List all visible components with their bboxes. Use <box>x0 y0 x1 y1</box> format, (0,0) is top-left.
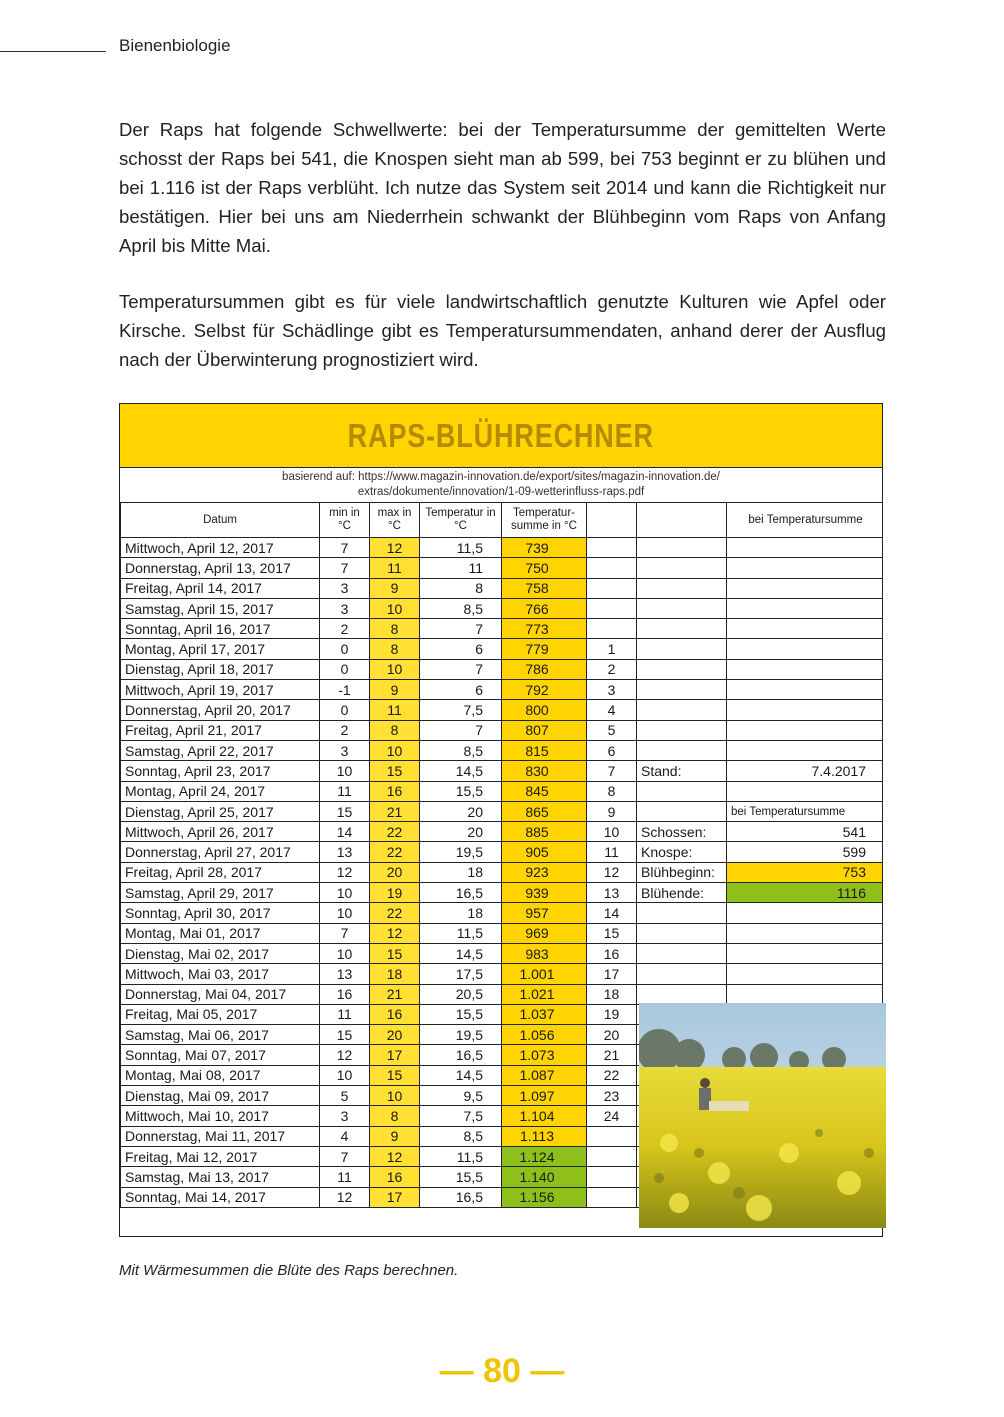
date-cell: Dienstag, Mai 09, 2017 <box>121 1086 320 1106</box>
max-cell: 10 <box>370 740 420 760</box>
stage-label-cell <box>637 943 727 963</box>
sum-cell: 983 <box>502 943 587 963</box>
min-cell: 12 <box>320 1187 370 1207</box>
day-count-cell: 9 <box>587 801 637 821</box>
avg-cell: 14,5 <box>420 1065 502 1085</box>
min-cell: 7 <box>320 558 370 578</box>
sum-cell: 1.113 <box>502 1126 587 1146</box>
source-note <box>120 468 882 502</box>
max-cell: 16 <box>370 1004 420 1024</box>
date-cell: Freitag, Mai 05, 2017 <box>121 1004 320 1024</box>
sum-cell: 905 <box>502 842 587 862</box>
sum-cell: 1.156 <box>502 1187 587 1207</box>
sum-cell: 779 <box>502 639 587 659</box>
sum-cell: 1.037 <box>502 1004 587 1024</box>
table-row <box>121 781 884 801</box>
stage-label-cell <box>637 598 727 618</box>
avg-cell: 16,5 <box>420 1045 502 1065</box>
stage-value-cell: 1116 <box>727 883 884 903</box>
max-cell: 16 <box>370 781 420 801</box>
stage-label-cell <box>637 740 727 760</box>
max-cell: 8 <box>370 720 420 740</box>
calculator-banner <box>120 404 882 468</box>
min-cell: 0 <box>320 639 370 659</box>
stage-label-cell: Blühende: <box>637 883 727 903</box>
sum-cell: 807 <box>502 720 587 740</box>
day-count-cell: 6 <box>587 740 637 760</box>
max-cell: 21 <box>370 984 420 1004</box>
max-cell: 12 <box>370 923 420 943</box>
calculator-title: RAPS-BLÜHRECHNER <box>347 416 655 454</box>
avg-cell: 19,5 <box>420 842 502 862</box>
day-count-cell: 17 <box>587 964 637 984</box>
date-cell: Mittwoch, April 12, 2017 <box>121 538 320 558</box>
day-count-cell <box>587 1187 637 1207</box>
date-cell: Freitag, April 21, 2017 <box>121 720 320 740</box>
table-row <box>121 720 884 740</box>
min-cell: 10 <box>320 943 370 963</box>
date-cell: Sonntag, April 23, 2017 <box>121 761 320 781</box>
avg-cell: 8,5 <box>420 598 502 618</box>
table-row <box>121 801 884 821</box>
date-cell: Samstag, April 15, 2017 <box>121 598 320 618</box>
stage-label-cell <box>637 923 727 943</box>
stage-value-cell <box>727 659 884 679</box>
min-cell: -1 <box>320 680 370 700</box>
stage-label-cell <box>637 801 727 821</box>
min-cell: 15 <box>320 1025 370 1045</box>
stage-value-cell: 753 <box>727 862 884 882</box>
sum-cell: 1.124 <box>502 1146 587 1166</box>
sum-cell: 885 <box>502 822 587 842</box>
date-cell: Montag, Mai 08, 2017 <box>121 1065 320 1085</box>
day-count-cell <box>587 619 637 639</box>
avg-cell: 20,5 <box>420 984 502 1004</box>
min-cell: 0 <box>320 659 370 679</box>
stage-label-cell <box>637 659 727 679</box>
figure-caption: Mit Wärmesummen die Blüte des Raps berechnen. <box>119 1262 459 1279</box>
max-cell: 9 <box>370 680 420 700</box>
table-row <box>121 639 884 659</box>
sum-cell: 1.021 <box>502 984 587 1004</box>
day-count-cell <box>587 538 637 558</box>
min-cell: 11 <box>320 1167 370 1187</box>
min-cell: 4 <box>320 1126 370 1146</box>
stage-label-cell <box>637 964 727 984</box>
date-cell: Freitag, April 14, 2017 <box>121 578 320 598</box>
stage-label-cell: Blühbeginn: <box>637 862 727 882</box>
min-cell: 16 <box>320 984 370 1004</box>
page-number: — 80 — <box>439 1352 565 1390</box>
min-cell: 14 <box>320 822 370 842</box>
sum-cell: 923 <box>502 862 587 882</box>
min-cell: 15 <box>320 801 370 821</box>
day-count-cell: 2 <box>587 659 637 679</box>
section-title: Bienenbiologie <box>119 36 231 55</box>
stage-label-cell: Knospe: <box>637 842 727 862</box>
min-cell: 13 <box>320 842 370 862</box>
max-cell: 21 <box>370 801 420 821</box>
sum-cell: 800 <box>502 700 587 720</box>
col-header <box>587 503 637 538</box>
max-cell: 8 <box>370 619 420 639</box>
stage-value-cell <box>727 964 884 984</box>
min-cell: 3 <box>320 740 370 760</box>
day-count-cell: 18 <box>587 984 637 1004</box>
stage-label-cell <box>637 639 727 659</box>
sum-cell: 1.073 <box>502 1045 587 1065</box>
stage-value-cell: 599 <box>727 842 884 862</box>
avg-cell: 14,5 <box>420 761 502 781</box>
sum-cell: 739 <box>502 538 587 558</box>
max-cell: 15 <box>370 943 420 963</box>
min-cell: 3 <box>320 1106 370 1126</box>
max-cell: 11 <box>370 558 420 578</box>
max-cell: 9 <box>370 578 420 598</box>
min-cell: 7 <box>320 923 370 943</box>
date-cell: Sonntag, Mai 07, 2017 <box>121 1045 320 1065</box>
day-count-cell: 10 <box>587 822 637 842</box>
date-cell: Freitag, April 28, 2017 <box>121 862 320 882</box>
min-cell: 10 <box>320 1065 370 1085</box>
stage-value-cell <box>727 740 884 760</box>
avg-cell: 8 <box>420 578 502 598</box>
table-row <box>121 903 884 923</box>
avg-cell: 7 <box>420 720 502 740</box>
max-cell: 12 <box>370 1146 420 1166</box>
day-count-cell: 13 <box>587 883 637 903</box>
day-count-cell: 23 <box>587 1086 637 1106</box>
date-cell: Samstag, Mai 13, 2017 <box>121 1167 320 1187</box>
stage-value-cell <box>727 538 884 558</box>
avg-cell: 8,5 <box>420 740 502 760</box>
stage-value-cell <box>727 598 884 618</box>
stage-value-cell: 541 <box>727 822 884 842</box>
stage-value-cell: 7.4.2017 <box>727 761 884 781</box>
max-cell: 10 <box>370 1086 420 1106</box>
min-cell: 13 <box>320 964 370 984</box>
paragraph-2: Temperatursummen gibt es für viele landwirtschaftlich genutzte Kulturen wie Apfel oder Kirsche. Selbst für Schädlinge gibt es Temperatursummendaten, anhand derer der Ausflug nach der Überwinterung prognostiziert wird. <box>119 291 886 370</box>
table-row <box>121 883 884 903</box>
date-cell: Donnerstag, April 13, 2017 <box>121 558 320 578</box>
stage-value-cell <box>727 558 884 578</box>
avg-cell: 19,5 <box>420 1025 502 1045</box>
stage-label-cell <box>637 558 727 578</box>
date-cell: Dienstag, April 25, 2017 <box>121 801 320 821</box>
date-cell: Dienstag, Mai 02, 2017 <box>121 943 320 963</box>
day-count-cell: 15 <box>587 923 637 943</box>
date-cell: Donnerstag, Mai 04, 2017 <box>121 984 320 1004</box>
avg-cell: 8,5 <box>420 1126 502 1146</box>
day-count-cell <box>587 578 637 598</box>
date-cell: Sonntag, Mai 14, 2017 <box>121 1187 320 1207</box>
min-cell: 3 <box>320 598 370 618</box>
sum-cell: 865 <box>502 801 587 821</box>
max-cell: 19 <box>370 883 420 903</box>
avg-cell: 11 <box>420 558 502 578</box>
day-count-cell: 5 <box>587 720 637 740</box>
max-cell: 12 <box>370 538 420 558</box>
min-cell: 2 <box>320 720 370 740</box>
date-cell: Samstag, April 22, 2017 <box>121 740 320 760</box>
stage-label-cell <box>637 720 727 740</box>
header-rule <box>0 51 106 52</box>
day-count-cell <box>587 598 637 618</box>
date-cell: Montag, Mai 01, 2017 <box>121 923 320 943</box>
sum-cell: 969 <box>502 923 587 943</box>
table-row <box>121 538 884 558</box>
date-cell: Donnerstag, Mai 11, 2017 <box>121 1126 320 1146</box>
day-count-cell <box>587 1167 637 1187</box>
day-count-cell: 4 <box>587 700 637 720</box>
sum-cell: 1.087 <box>502 1065 587 1085</box>
min-cell: 10 <box>320 761 370 781</box>
date-cell: Mittwoch, Mai 10, 2017 <box>121 1106 320 1126</box>
avg-cell: 20 <box>420 801 502 821</box>
col-header: Temperatur-summe in °C <box>502 503 587 538</box>
stage-value-cell <box>727 943 884 963</box>
day-count-cell: 16 <box>587 943 637 963</box>
min-cell: 5 <box>320 1086 370 1106</box>
table-row <box>121 740 884 760</box>
min-cell: 10 <box>320 883 370 903</box>
date-cell: Mittwoch, April 19, 2017 <box>121 680 320 700</box>
stage-label-cell <box>637 680 727 700</box>
stage-label-cell <box>637 578 727 598</box>
day-count-cell <box>587 1146 637 1166</box>
avg-cell: 6 <box>420 680 502 700</box>
date-cell: Montag, April 24, 2017 <box>121 781 320 801</box>
max-cell: 9 <box>370 1126 420 1146</box>
stage-label-cell <box>637 903 727 923</box>
stage-value-cell <box>727 700 884 720</box>
table-row <box>121 822 884 842</box>
max-cell: 17 <box>370 1045 420 1065</box>
min-cell: 0 <box>320 700 370 720</box>
col-header: bei Temperatursumme <box>727 503 884 538</box>
avg-cell: 7 <box>420 659 502 679</box>
table-row <box>121 659 884 679</box>
day-count-cell: 24 <box>587 1106 637 1126</box>
stage-label-cell <box>637 619 727 639</box>
day-count-cell <box>587 1126 637 1146</box>
max-cell: 22 <box>370 842 420 862</box>
col-header: min in °C <box>320 503 370 538</box>
avg-cell: 18 <box>420 862 502 882</box>
date-cell: Dienstag, April 18, 2017 <box>121 659 320 679</box>
sum-cell: 792 <box>502 680 587 700</box>
stage-label-cell: Schossen: <box>637 822 727 842</box>
day-count-cell: 19 <box>587 1004 637 1024</box>
table-row <box>121 619 884 639</box>
avg-cell: 15,5 <box>420 1004 502 1024</box>
sum-cell: 815 <box>502 740 587 760</box>
min-cell: 7 <box>320 1146 370 1166</box>
table-header-row <box>121 503 884 538</box>
date-cell: Freitag, Mai 12, 2017 <box>121 1146 320 1166</box>
max-cell: 20 <box>370 862 420 882</box>
paragraph-1: Der Raps hat folgende Schwellwerte: bei der Temperatursumme der gemittelten Werte schosst der Raps bei 541, die Knospen sieht man ab 599, bei 753 beginnt er zu blühen und bei 1.116 ist der Raps verblüht. Ich nutze das System seit 2014 und kann die Richtigkeit nur bestätigen. Hier bei uns am Niederrhein schwankt der Blühbeginn vom Raps von Anfang April bis Mitte Mai. <box>119 119 886 256</box>
avg-cell: 16,5 <box>420 883 502 903</box>
stage-label-cell <box>637 984 727 1004</box>
min-cell: 2 <box>320 619 370 639</box>
table-row <box>121 680 884 700</box>
sum-cell: 773 <box>502 619 587 639</box>
table-row <box>121 943 884 963</box>
avg-cell: 14,5 <box>420 943 502 963</box>
max-cell: 22 <box>370 903 420 923</box>
avg-cell: 15,5 <box>420 1167 502 1187</box>
day-count-cell: 22 <box>587 1065 637 1085</box>
date-cell: Donnerstag, April 27, 2017 <box>121 842 320 862</box>
stage-value-cell <box>727 680 884 700</box>
table-row <box>121 964 884 984</box>
table-row <box>121 842 884 862</box>
max-cell: 15 <box>370 1065 420 1085</box>
sum-cell: 786 <box>502 659 587 679</box>
min-cell: 11 <box>320 781 370 801</box>
source-line-1: basierend auf: https://www.magazin-innovation.de/export/sites/magazin-innovation.de/ <box>282 471 720 483</box>
sum-cell: 1.056 <box>502 1025 587 1045</box>
stage-value-cell <box>727 639 884 659</box>
min-cell: 11 <box>320 1004 370 1024</box>
table-row <box>121 578 884 598</box>
date-cell: Samstag, Mai 06, 2017 <box>121 1025 320 1045</box>
rapeseed-field-image <box>639 1003 886 1228</box>
stage-value-cell <box>727 578 884 598</box>
max-cell: 20 <box>370 1025 420 1045</box>
date-cell: Mittwoch, Mai 03, 2017 <box>121 964 320 984</box>
stage-value-cell: bei Temperatursumme <box>727 801 884 821</box>
table-row <box>121 598 884 618</box>
stage-label-cell <box>637 538 727 558</box>
max-cell: 10 <box>370 598 420 618</box>
date-cell: Donnerstag, April 20, 2017 <box>121 700 320 720</box>
max-cell: 16 <box>370 1167 420 1187</box>
stage-value-cell <box>727 923 884 943</box>
sum-cell: 957 <box>502 903 587 923</box>
min-cell: 12 <box>320 1045 370 1065</box>
sum-cell: 766 <box>502 598 587 618</box>
table-row <box>121 558 884 578</box>
day-count-cell: 7 <box>587 761 637 781</box>
day-count-cell: 14 <box>587 903 637 923</box>
max-cell: 8 <box>370 639 420 659</box>
day-count-cell: 21 <box>587 1045 637 1065</box>
day-count-cell: 20 <box>587 1025 637 1045</box>
table-row <box>121 761 884 781</box>
avg-cell: 11,5 <box>420 1146 502 1166</box>
sum-cell: 1.140 <box>502 1167 587 1187</box>
max-cell: 8 <box>370 1106 420 1126</box>
col-header: Datum <box>121 503 320 538</box>
stage-label-cell <box>637 700 727 720</box>
day-count-cell: 8 <box>587 781 637 801</box>
day-count-cell: 12 <box>587 862 637 882</box>
stage-value-cell <box>727 619 884 639</box>
col-header <box>637 503 727 538</box>
day-count-cell: 1 <box>587 639 637 659</box>
date-cell: Sonntag, April 30, 2017 <box>121 903 320 923</box>
sum-cell: 939 <box>502 883 587 903</box>
max-cell: 11 <box>370 700 420 720</box>
stage-value-cell <box>727 903 884 923</box>
stage-label-cell <box>637 781 727 801</box>
date-cell: Montag, April 17, 2017 <box>121 639 320 659</box>
source-line-2: extras/dokumente/innovation/1-09-wetterinfluss-raps.pdf <box>357 486 645 498</box>
day-count-cell: 11 <box>587 842 637 862</box>
date-cell: Samstag, April 29, 2017 <box>121 883 320 903</box>
avg-cell: 15,5 <box>420 781 502 801</box>
table-row <box>121 700 884 720</box>
avg-cell: 18 <box>420 903 502 923</box>
date-cell: Sonntag, April 16, 2017 <box>121 619 320 639</box>
table-row <box>121 862 884 882</box>
max-cell: 17 <box>370 1187 420 1207</box>
min-cell: 10 <box>320 903 370 923</box>
sum-cell: 758 <box>502 578 587 598</box>
stage-label-cell: Stand: <box>637 761 727 781</box>
max-cell: 22 <box>370 822 420 842</box>
stage-value-cell <box>727 720 884 740</box>
day-count-cell <box>587 558 637 578</box>
sum-cell: 830 <box>502 761 587 781</box>
avg-cell: 7,5 <box>420 1106 502 1126</box>
sum-cell: 750 <box>502 558 587 578</box>
sum-cell: 1.104 <box>502 1106 587 1126</box>
sum-cell: 845 <box>502 781 587 801</box>
max-cell: 10 <box>370 659 420 679</box>
rapeseed-field-photo <box>639 1003 886 1228</box>
max-cell: 18 <box>370 964 420 984</box>
avg-cell: 11,5 <box>420 923 502 943</box>
avg-cell: 20 <box>420 822 502 842</box>
max-cell: 15 <box>370 761 420 781</box>
table-row <box>121 923 884 943</box>
min-cell: 7 <box>320 538 370 558</box>
avg-cell: 11,5 <box>420 538 502 558</box>
stage-value-cell <box>727 781 884 801</box>
sum-cell: 1.001 <box>502 964 587 984</box>
date-cell: Mittwoch, April 26, 2017 <box>121 822 320 842</box>
avg-cell: 7 <box>420 619 502 639</box>
table-row <box>121 984 884 1004</box>
avg-cell: 7,5 <box>420 700 502 720</box>
col-header: max in °C <box>370 503 420 538</box>
stage-value-cell <box>727 984 884 1004</box>
min-cell: 3 <box>320 578 370 598</box>
day-count-cell: 3 <box>587 680 637 700</box>
avg-cell: 6 <box>420 639 502 659</box>
avg-cell: 17,5 <box>420 964 502 984</box>
min-cell: 12 <box>320 862 370 882</box>
sum-cell: 1.097 <box>502 1086 587 1106</box>
avg-cell: 16,5 <box>420 1187 502 1207</box>
avg-cell: 9,5 <box>420 1086 502 1106</box>
col-header: Temperatur in °C <box>420 503 502 538</box>
